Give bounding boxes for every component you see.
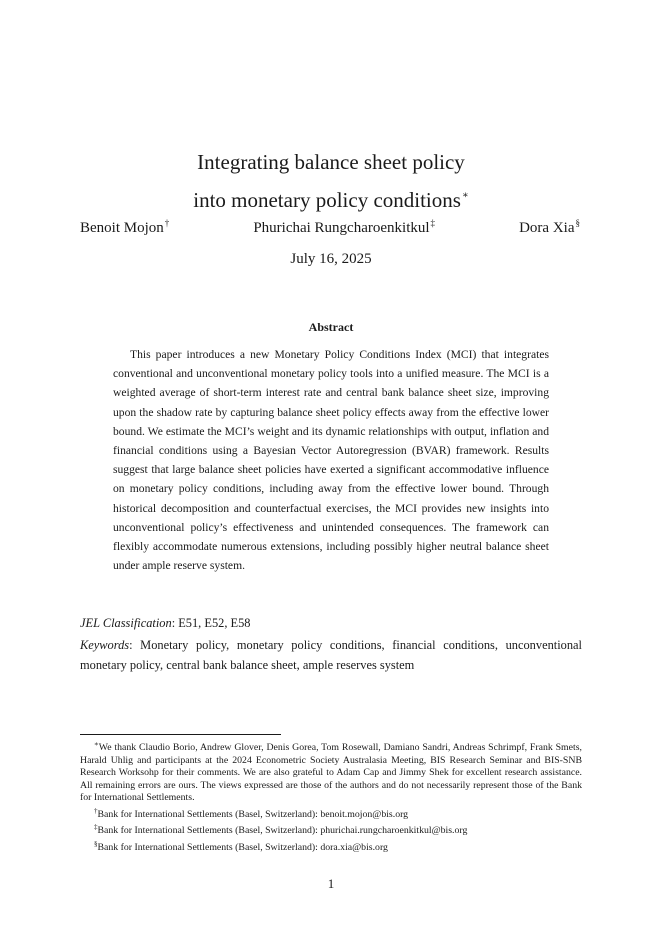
- footnote-text: Bank for International Settlements (Basel, Switzerland): phurichai.rungcharoenkitkul@bis.org: [97, 825, 468, 836]
- keywords-label: Keywords: [80, 638, 130, 652]
- keywords: [80, 635, 582, 675]
- footnote-text: Bank for International Settlements (Basel, Switzerland): benoit.mojon@bis.org: [97, 808, 409, 820]
- author-footnote-mark: ‡: [430, 218, 436, 228]
- footnote: [80, 738, 582, 805]
- page-number: 1: [327, 876, 335, 891]
- footnote-mark: §: [94, 839, 98, 848]
- title-line-1: Integrating balance sheet policy: [197, 150, 465, 175]
- publication-date: July 16, 2025: [290, 251, 372, 267]
- jel-classification: [80, 614, 582, 633]
- jel-label: JEL Classification: [80, 616, 172, 630]
- footnote-mark: ‡: [94, 823, 98, 831]
- author: [519, 218, 580, 237]
- title-footnote-mark: ∗: [461, 190, 469, 202]
- author-footnote-mark: †: [164, 218, 170, 228]
- footnote-text: We thank Claudio Borio, Andrew Glover, Denis Gorea, Tom Rosewall, Damiano Sandri, Andreas Schrimpf, Frank Smets, Harald Uhlig and participants at the 2024 Econometric Society Australasia Meeting, BIS Research Seminar and BIS-SNB Research Worksohp for their comments. We are also grateful to Adam Cap and Jimmy Shek for excellent research assistance. All remaining errors are ours. The views expressed are those of the authors and do not necessarily represent those of the Bank for International Settlements.: [80, 742, 582, 803]
- author-footnote-mark: §: [575, 218, 580, 228]
- footnote: [80, 805, 582, 822]
- abstract-heading: Abstract: [308, 320, 354, 334]
- author-name: Dora Xia: [519, 220, 575, 236]
- footnote-mark: †: [94, 806, 98, 815]
- author: [80, 218, 169, 237]
- footnote-mark: ∗: [94, 740, 99, 748]
- footnote-text: Bank for International Settlements (Basel, Switzerland): dora.xia@bis.org: [97, 841, 388, 853]
- footnote: [80, 821, 582, 838]
- footnote-divider: [80, 734, 281, 735]
- jel-codes: : E51, E52, E58: [171, 616, 251, 630]
- author-list: [80, 218, 580, 237]
- title-line-2: into monetary policy conditions: [193, 188, 461, 213]
- footnotes: [80, 738, 582, 854]
- keywords-list: : Monetary policy, monetary policy conditions, financial conditions, unconventional monetary policy, central bank balance sheet, ample reserves system: [80, 638, 582, 672]
- author: [253, 218, 435, 237]
- author-name: Phurichai Rungcharoenkitkul: [253, 220, 430, 236]
- abstract-text: This paper introduces a new Monetary Policy Conditions Index (MCI) that integrates conventional and unconventional monetary policy tools into a unified measure. The MCI is a weighted average of short-term interest rate and central bank balance sheet size, improving upon the shadow rate by capturing balance sheet policy effects away from the effective lower bound. We estimate the MCI’s weight and its dynamic relationships with output, inflation and financial conditions using a Bayesian Vector Autoregression (BVAR) framework. Results suggest that large balance sheet policies have exerted a significant accommodative influence on monetary policy conditions, including away from the effective lower bound. Through historical decomposition and counterfactual exercises, the MCI provides new insights into unconventional policy’s effectiveness and unintended consequences. The framework can flexibly accommodate numerous extensions, including possibly higher neutral balance sheet under ample reserve system.: [113, 348, 549, 573]
- author-name: Benoit Mojon: [80, 220, 164, 236]
- paper-title: [0, 145, 662, 217]
- footnote: [80, 838, 582, 855]
